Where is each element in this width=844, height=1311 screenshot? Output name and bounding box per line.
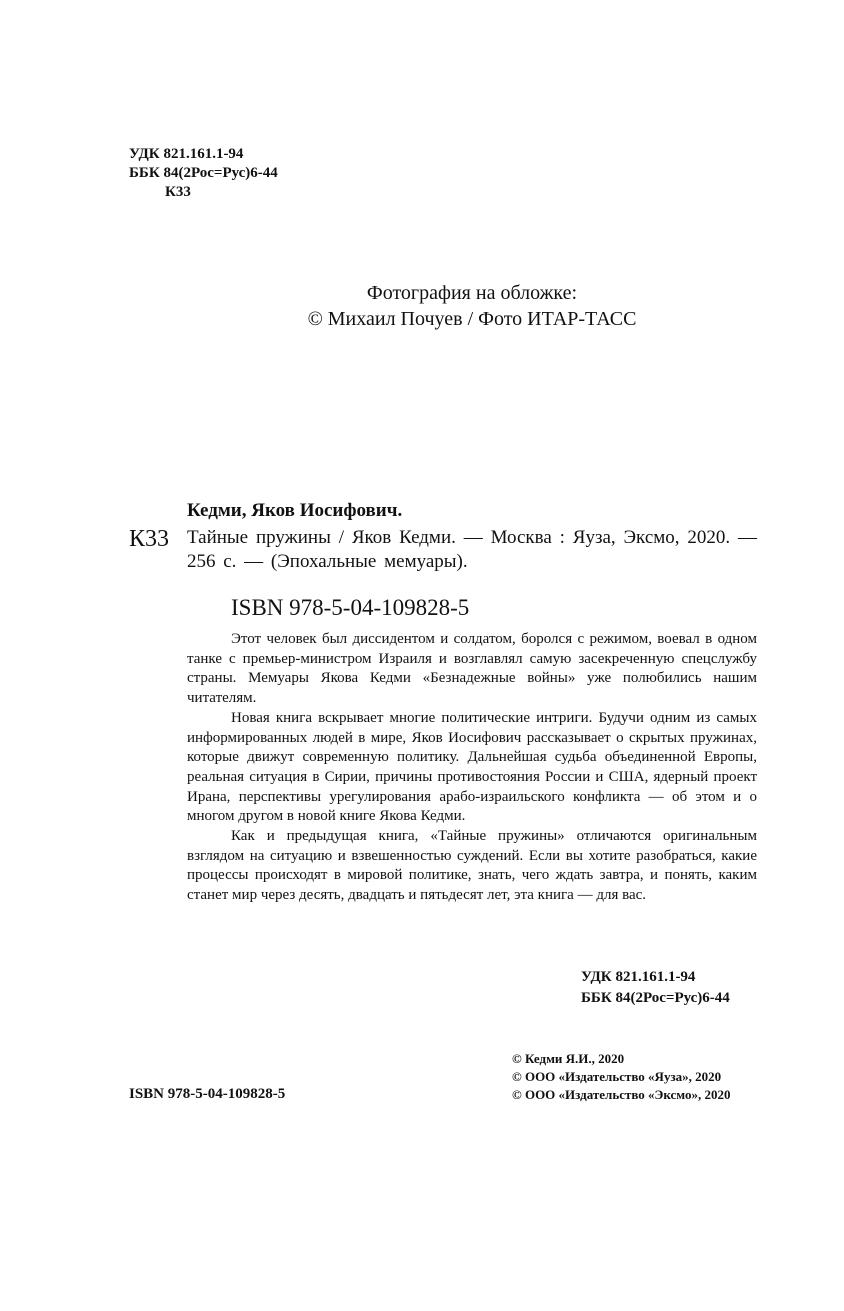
udk-code-bottom: УДК 821.161.1-94: [581, 969, 696, 985]
copyright-yauza: © ООО «Издательство «Яуза», 2020: [512, 1069, 722, 1084]
author-code-top: К33: [165, 184, 191, 200]
bbk-code-bottom: ББК 84(2Рос=Рус)6-44: [581, 990, 730, 1006]
udk-code-top: УДК 821.161.1-94: [129, 146, 244, 162]
cover-photo-credit: © Михаил Почуев / Фото ИТАР-ТАСС: [307, 308, 637, 330]
isbn-bottom: ISBN 978-5-04-109828-5: [129, 1086, 286, 1102]
bbk-code-top: ББК 84(2Рос=Рус)6-44: [129, 165, 278, 181]
annotation-paragraph: Этот человек был диссидентом и солдатом, боролся с режимом, воевал в одном танке с премьер-министром Израиля и возглавлял самую засекреченную спецслужбу страны. Мемуары Якова Кедми «Безнадежные войны» уже полюбились нашим читателям.: [187, 631, 757, 707]
copyright-eksmo: © ООО «Издательство «Эксмо», 2020: [512, 1087, 731, 1102]
copyright-author: © Кедми Я.И., 2020: [512, 1051, 625, 1066]
author-heading: Кедми, Яков Иосифович.: [187, 500, 403, 521]
author-code: К33: [129, 526, 170, 552]
isbn-main: ISBN 978-5-04-109828-5: [231, 595, 470, 620]
annotation-paragraph: Новая книга вскрывает многие политические интриги. Будучи одним из самых информированных людей в мире, Яков Иосифович рассказывает о скрытых пружинах, которые движут современную политику. Дальнейшая судьба объединенной Европы, реальная ситуация в Сирии, причины противостояния России и США, ядерный проект Ирана, перспективы урегулирования арабо-израильского конфликта — об этом и о многом другом в новой книге Якова Кедми.: [187, 709, 757, 825]
cover-photo-label: Фотография на обложке:: [366, 282, 578, 304]
annotation: [187, 630, 757, 906]
annotation-paragraph: Как и предыдущая книга, «Тайные пружины» отличаются оригинальным взглядом на ситуацию и взвешенностью суждений. Если вы хотите разобраться, какие процессы происходят в мировой политике, знать, чего ждать завтра, и понять, каким станет мир через десять, двадцать и пятьдесят лет, эта книга — для вас.: [187, 828, 757, 904]
bibliographic-description: Тайные пружины / Яков Кедми. — Москва : Яуза, Эксмо, 2020. — 256 с. — (Эпохальные мемуары).: [187, 527, 757, 572]
